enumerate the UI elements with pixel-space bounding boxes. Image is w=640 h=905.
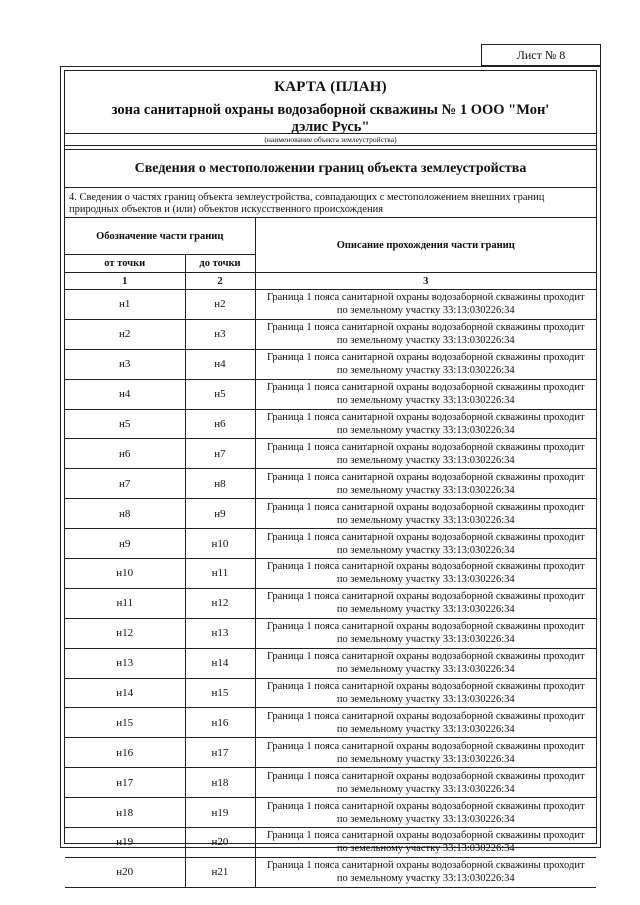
description-cell <box>255 349 596 379</box>
from-point-cell: н10 <box>65 559 185 589</box>
from-point-cell: н9 <box>65 529 185 559</box>
table-row <box>65 678 596 708</box>
to-point-header: до точки <box>185 255 255 273</box>
description-line-2: по земельному участку 33:13:030226:34 <box>336 723 515 735</box>
description-cell <box>255 319 596 349</box>
from-point-cell: н8 <box>65 499 185 529</box>
description-line-2: по земельному участку 33:13:030226:34 <box>336 604 515 616</box>
description-line-2: по земельному участку 33:13:030226:34 <box>336 514 515 526</box>
section-note: 4. Сведения о частях границ объекта землеустройства, совпадающих с местоположением внешних границ природных объектов и (или) объектов искусственного происхождения <box>65 188 596 218</box>
from-point-cell: н14 <box>65 678 185 708</box>
from-point-cell: н2 <box>65 319 185 349</box>
description-line-2: по земельному участку 33:13:030226:34 <box>336 484 515 496</box>
description-line-2: по земельному участку 33:13:030226:34 <box>336 544 515 556</box>
from-point-cell: н15 <box>65 708 185 738</box>
description-line-2: по земельному участку 33:13:030226:34 <box>336 873 515 885</box>
to-point-cell: н11 <box>185 559 255 589</box>
document-inner-frame <box>64 70 597 885</box>
description-line-2: по земельному участку 33:13:030226:34 <box>336 753 515 765</box>
to-point-cell: н17 <box>185 738 255 768</box>
table-row <box>65 379 596 409</box>
table-row <box>65 588 596 618</box>
description-line-1: Граница 1 пояса санитарной охраны водозаборной скважины проходит <box>266 352 585 364</box>
description-line-2: по земельному участку 33:13:030226:34 <box>336 395 515 407</box>
description-cell <box>255 618 596 648</box>
table-row <box>65 349 596 379</box>
description-line-1: Граница 1 пояса санитарной охраны водозаборной скважины проходит <box>266 621 585 633</box>
to-point-cell: н13 <box>185 618 255 648</box>
description-cell <box>255 588 596 618</box>
description-line-2: по земельному участку 33:13:030226:34 <box>336 783 515 795</box>
description-line-1: Граница 1 пояса санитарной охраны водозаборной скважины проходит <box>266 382 585 394</box>
to-point-cell: н15 <box>185 678 255 708</box>
description-line-1: Граница 1 пояса санитарной охраны водозаборной скважины проходит <box>266 860 585 872</box>
table-row <box>65 857 596 887</box>
from-point-cell: н4 <box>65 379 185 409</box>
to-point-cell: н3 <box>185 319 255 349</box>
from-point-cell: н16 <box>65 738 185 768</box>
description-line-2: по земельному участку 33:13:030226:34 <box>336 813 515 825</box>
description-line-1: Граница 1 пояса санитарной охраны водозаборной скважины проходит <box>266 561 585 573</box>
description-line-2: по земельному участку 33:13:030226:34 <box>336 664 515 676</box>
table-header-row <box>65 218 596 255</box>
description-cell <box>255 648 596 678</box>
description-cell <box>255 409 596 439</box>
column-number-2: 2 <box>185 273 255 290</box>
description-cell <box>255 290 596 320</box>
to-point-cell: н19 <box>185 798 255 828</box>
description-cell <box>255 768 596 798</box>
description-cell <box>255 678 596 708</box>
description-cell <box>255 439 596 469</box>
table-row <box>65 439 596 469</box>
document-frame <box>60 66 601 885</box>
description-line-1: Граница 1 пояса санитарной охраны водозаборной скважины проходит <box>266 651 585 663</box>
to-point-cell: н8 <box>185 469 255 499</box>
description-line-1: Граница 1 пояса санитарной охраны водозаборной скважины проходит <box>266 591 585 603</box>
table-row <box>65 828 596 858</box>
from-point-cell: н18 <box>65 798 185 828</box>
description-line-2: по земельному участку 33:13:030226:34 <box>336 454 515 466</box>
from-point-cell: н6 <box>65 439 185 469</box>
to-point-cell: н6 <box>185 409 255 439</box>
designation-header: Обозначение части границ <box>65 218 255 255</box>
table-row <box>65 618 596 648</box>
description-line-2: по земельному участку 33:13:030226:34 <box>336 843 515 855</box>
to-point-cell: н14 <box>185 648 255 678</box>
to-point-cell: н20 <box>185 828 255 858</box>
object-name-caption <box>65 133 596 145</box>
description-line-2: по земельному участку 33:13:030226:34 <box>336 634 515 646</box>
description-line-1: Граница 1 пояса санитарной охраны водозаборной скважины проходит <box>266 441 585 453</box>
table-row <box>65 738 596 768</box>
boundary-table-body <box>65 218 596 887</box>
document-title: КАРТА (ПЛАН) <box>274 79 387 95</box>
to-point-cell: н16 <box>185 708 255 738</box>
from-point-cell: н11 <box>65 588 185 618</box>
sheet-number: Лист № 8 <box>481 44 601 66</box>
to-point-cell: н5 <box>185 379 255 409</box>
from-point-cell: н19 <box>65 828 185 858</box>
from-point-cell: н7 <box>65 469 185 499</box>
description-cell <box>255 857 596 887</box>
column-number-row <box>65 273 596 290</box>
table-row <box>65 499 596 529</box>
description-line-1: Граница 1 пояса санитарной охраны водозаборной скважины проходит <box>266 501 585 513</box>
description-header: Описание прохождения части границ <box>255 218 596 273</box>
description-cell <box>255 798 596 828</box>
description-cell <box>255 828 596 858</box>
description-cell <box>255 559 596 589</box>
description-cell <box>255 738 596 768</box>
to-point-cell: н10 <box>185 529 255 559</box>
table-row <box>65 708 596 738</box>
description-line-1: Граница 1 пояса санитарной охраны водозаборной скважины проходит <box>266 322 585 334</box>
to-point-cell: н4 <box>185 349 255 379</box>
column-number-1: 1 <box>65 273 185 290</box>
from-point-cell: н20 <box>65 857 185 887</box>
column-number-3: 3 <box>255 273 596 290</box>
description-line-2: по земельному участку 33:13:030226:34 <box>336 574 515 586</box>
from-point-cell: н17 <box>65 768 185 798</box>
section-title: Сведения о местоположении границ объекта землеустройства <box>65 149 596 188</box>
to-point-cell: н21 <box>185 857 255 887</box>
description-cell <box>255 379 596 409</box>
to-point-cell: н2 <box>185 290 255 320</box>
table-row <box>65 319 596 349</box>
description-line-1: Граница 1 пояса санитарной охраны водозаборной скважины проходит <box>266 830 585 842</box>
description-line-1: Граница 1 пояса санитарной охраны водозаборной скважины проходит <box>266 531 585 543</box>
description-cell <box>255 499 596 529</box>
from-point-cell: н13 <box>65 648 185 678</box>
document-subtitle: зона санитарной охраны водозаборной скважины № 1 ООО "Мон' дэлис Русь" <box>111 102 550 135</box>
description-line-1: Граница 1 пояса санитарной охраны водозаборной скважины проходит <box>266 710 585 722</box>
description-line-1: Граница 1 пояса санитарной охраны водозаборной скважины проходит <box>266 471 585 483</box>
description-cell <box>255 469 596 499</box>
description-line-1: Граница 1 пояса санитарной охраны водозаборной скважины проходит <box>266 681 585 693</box>
from-point-header: от точки <box>65 255 185 273</box>
description-line-2: по земельному участку 33:13:030226:34 <box>336 335 515 347</box>
table-row <box>65 290 596 320</box>
from-point-cell: н1 <box>65 290 185 320</box>
table-row <box>65 798 596 828</box>
description-line-1: Граница 1 пояса санитарной охраны водозаборной скважины проходит <box>266 800 585 812</box>
from-point-cell: н5 <box>65 409 185 439</box>
description-line-2: по земельному участку 33:13:030226:34 <box>336 694 515 706</box>
description-line-2: по земельному участку 33:13:030226:34 <box>336 365 515 377</box>
description-line-1: Граница 1 пояса санитарной охраны водозаборной скважины проходит <box>266 770 585 782</box>
table-row <box>65 768 596 798</box>
table-row <box>65 559 596 589</box>
table-row <box>65 648 596 678</box>
to-point-cell: н9 <box>185 499 255 529</box>
description-line-2: по земельному участку 33:13:030226:34 <box>336 305 515 317</box>
to-point-cell: н7 <box>185 439 255 469</box>
description-cell <box>255 529 596 559</box>
description-cell <box>255 708 596 738</box>
description-line-1: Граница 1 пояса санитарной охраны водозаборной скважины проходит <box>266 292 585 304</box>
boundary-table <box>65 218 596 888</box>
to-point-cell: н12 <box>185 588 255 618</box>
from-point-cell: н12 <box>65 618 185 648</box>
description-line-2: по земельному участку 33:13:030226:34 <box>336 425 515 436</box>
title-block <box>65 71 596 146</box>
table-row <box>65 409 596 439</box>
description-line-1: Граница 1 пояса санитарной охраны водозаборной скважины проходит <box>266 412 585 423</box>
table-row <box>65 469 596 499</box>
from-point-cell: н3 <box>65 349 185 379</box>
to-point-cell: н18 <box>185 768 255 798</box>
table-row <box>65 529 596 559</box>
caption-text: (наименование объекта землеустройства) <box>264 135 397 144</box>
description-line-1: Граница 1 пояса санитарной охраны водозаборной скважины проходит <box>266 740 585 752</box>
